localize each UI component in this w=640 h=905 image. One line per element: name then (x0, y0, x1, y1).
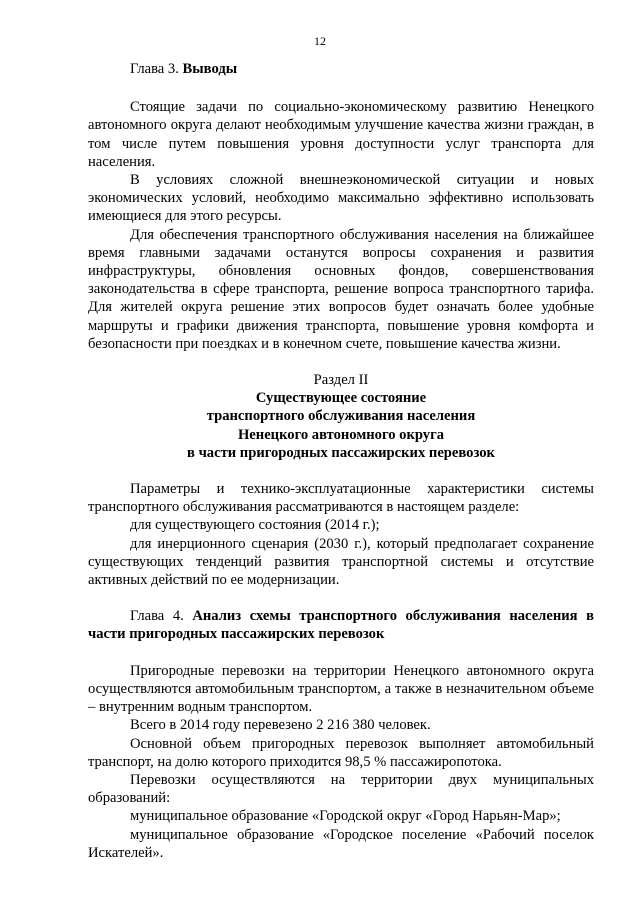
section-2-paragraph: для существующего состояния (2014 г.); (130, 517, 380, 534)
document-body (88, 60, 594, 862)
chapter-3-prefix: Глава 3. (130, 61, 183, 77)
chapter-4-prefix: Глава 4. (130, 608, 193, 625)
chapter-4-title: Анализ схемы транспортного обслуживания населения в части пригородных пассажирских перевозок (88, 608, 594, 643)
chapter-4-paragraph: Основной объем пригородных перевозок выполняет автомобильный транспорт, на долю которого приходится 98,5 % пассажиропотока. (88, 735, 594, 770)
chapter-3-heading (88, 60, 594, 78)
chapter-4-paragraph: Всего в 2014 году перевезено 2 216 380 человек. (130, 717, 431, 734)
section-2-paragraph: Параметры и технико-эксплуатационные характеристики системы транспортного обслуживания рассматриваются в настоящем разделе: (88, 481, 594, 516)
section-2-title-line-1: Существующее состояние (255, 390, 427, 407)
section-2-title-line (88, 407, 594, 425)
section-2-title-line (88, 444, 594, 462)
page-number: 12 (314, 34, 326, 48)
chapter-4-paragraph: Пригородные перевозки на территории Ненецкого автономного округа осуществляются автомобильным транспортом, а также в незначительном объеме – внутренним водным транспортом. (88, 662, 594, 716)
chapter-4-paragraph: муниципальное образование «Городское поселение «Рабочий поселок Искателей». (88, 826, 594, 861)
chapter-3-paragraph: Стоящие задачи по социально-экономическому развитию Ненецкого автономного округа делают необходимым улучшение качества жизни граждан, в том числе путем повышения уровня доступности услуг транспорта для населения. (88, 99, 594, 170)
chapter-3-paragraph: В условиях сложной внешнеэкономической ситуации и новых экономических условий, необходимо максимально эффективно использовать имеющиеся для этого ресурсы. (88, 172, 594, 225)
chapter-3-paragraph: Для обеспечения транспортного обслуживания населения на ближайшее время главными задачами останутся вопросы сохранения и развития инфраструктуры, обновления основных фондов, совершенствования законодательства в сфере транспорта, решение вопроса транспортного тарифа. Для жителей округа решение этих вопросов будет означать более удобные маршруты и графики движения транспорта, повышение уровня комфорта и безопасности при поездках и в конечном счете, повышение качества жизни. (88, 226, 594, 352)
chapter-4-paragraph: Перевозки осуществляются на территории двух муниципальных образований: (88, 771, 594, 807)
chapter-4-paragraph: муниципальное образование «Городской округ «Город Нарьян-Мар»; (130, 808, 561, 825)
chapter-3-title: Выводы (182, 61, 238, 77)
section-2-title-line (88, 426, 594, 444)
section-2-label: Раздел II (313, 372, 369, 389)
section-2-paragraph: для инерционного сценария (2030 г.), который предполагает сохранение существующих тенденций развития транспортной системы и отсутствие активных действий по ее модернизации. (88, 535, 594, 589)
section-2-title-line (88, 389, 594, 407)
section-2-title-line-3: Ненецкого автономного округа (237, 426, 445, 443)
section-2-title-line-4: в части пригородных пассажирских перевозок (187, 444, 495, 461)
chapter-4-heading (88, 607, 594, 643)
section-2-title-line-2: транспортного обслуживания населения (206, 408, 476, 425)
